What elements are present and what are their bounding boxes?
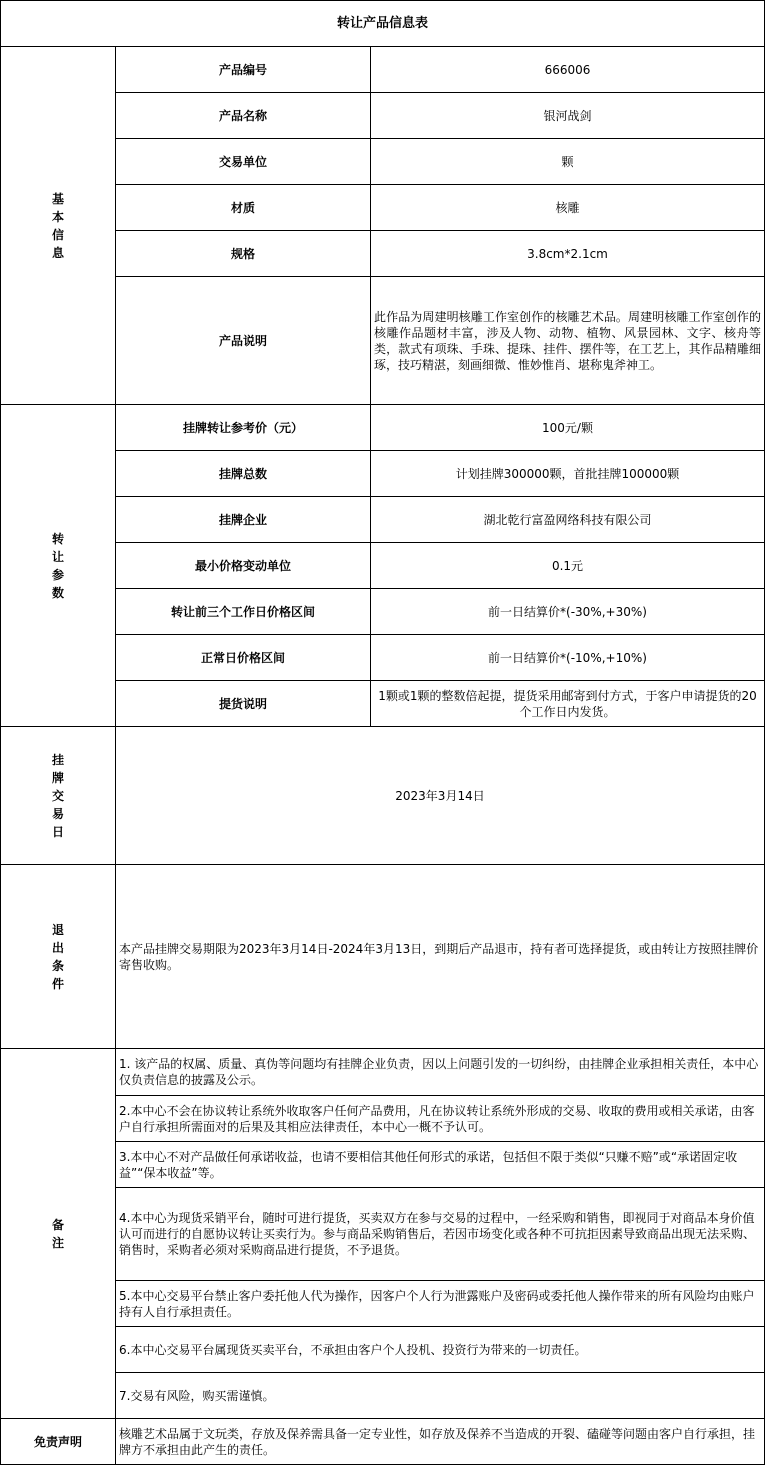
value-spec: 3.8cm*2.1cm	[371, 231, 765, 277]
value-delivery-note: 1颗或1颗的整数倍起提，提货采用邮寄到付方式，于客户申请提货的20个工作日内发货。	[371, 681, 765, 727]
label-trade-unit: 交易单位	[116, 139, 371, 185]
value-description: 此作品为周建明核雕工作室创作的核雕艺术品。周建明核雕工作室创作的核雕作品题材丰富，涉及人物、动物、植物、风景园林、文字、核舟等类，款式有项珠、手珠、提珠、挂件、摆件等，在工艺上，其作品精雕细琢，技巧精湛，刻画细微、惟妙惟肖、堪称鬼斧神工。	[371, 277, 765, 405]
value-exit-conditions: 本产品挂牌交易期限为2023年3月14日-2024年3月13日，到期后产品退市，持有者可选择提货，或由转让方按照挂牌价寄售收购。	[116, 865, 765, 1049]
note-item: 6.本中心交易平台属现货买卖平台，不承担由客户个人投机、投资行为带来的一切责任。	[116, 1327, 765, 1373]
label-description: 产品说明	[116, 277, 371, 405]
section-label: 退出条件	[51, 922, 64, 991]
note-item: 5.本中心交易平台禁止客户委托他人代为操作，因客户个人行为泄露账户及密码或委托他人操作带来的所有风险均由账户持有人自行承担责任。	[116, 1281, 765, 1327]
label-product-code: 产品编号	[116, 47, 371, 93]
section-exit-conditions	[1, 865, 116, 1049]
note-item: 1. 该产品的权属、质量、真伪等问题均有挂牌企业负责，因以上问题引发的一切纠纷，由挂牌企业承担相关责任，本中心仅负责信息的披露及公示。	[116, 1049, 765, 1096]
value-reference-price: 100元/颗	[371, 405, 765, 451]
label-listing-total: 挂牌总数	[116, 451, 371, 497]
section-basic-info	[1, 47, 116, 405]
table-title: 转让产品信息表	[1, 1, 765, 47]
value-listing-date: 2023年3月14日	[116, 727, 765, 865]
note-item: 7.交易有风险，购买需谨慎。	[116, 1373, 765, 1419]
value-normal-day-range: 前一日结算价*(-10%,+10%)	[371, 635, 765, 681]
value-first-days-range: 前一日结算价*(-30%,+30%)	[371, 589, 765, 635]
value-trade-unit: 颗	[371, 139, 765, 185]
label-min-price-tick: 最小价格变动单位	[116, 543, 371, 589]
value-disclaimer: 核雕艺术品属于文玩类，存放及保养需具备一定专业性，如存放及保养不当造成的开裂、磕碰等问题由客户自行承担，挂牌方不承担由此产生的责任。	[116, 1419, 765, 1465]
label-listing-company: 挂牌企业	[116, 497, 371, 543]
section-disclaimer: 免责声明	[1, 1419, 116, 1465]
section-label: 备注	[51, 1217, 64, 1250]
section-label: 基本信息	[51, 191, 64, 260]
section-notes	[1, 1049, 116, 1419]
section-label: 转让参数	[51, 531, 64, 600]
section-label: 挂牌交易日	[51, 752, 64, 839]
value-min-price-tick: 0.1元	[371, 543, 765, 589]
label-spec: 规格	[116, 231, 371, 277]
section-transfer-params	[1, 405, 116, 727]
value-listing-company: 湖北乾行富盈网络科技有限公司	[371, 497, 765, 543]
note-item: 2.本中心不会在协议转让系统外收取客户任何产品费用，凡在协议转让系统外形成的交易、收取的费用或相关承诺，由客户自行承担所需面对的后果及其相应法律责任，本中心一概不予认可。	[116, 1096, 765, 1142]
value-product-code: 666006	[371, 47, 765, 93]
value-product-name: 银河战剑	[371, 93, 765, 139]
label-product-name: 产品名称	[116, 93, 371, 139]
label-normal-day-range: 正常日价格区间	[116, 635, 371, 681]
label-reference-price: 挂牌转让参考价（元）	[116, 405, 371, 451]
section-listing-date	[1, 727, 116, 865]
value-listing-total: 计划挂牌300000颗，首批挂牌100000颗	[371, 451, 765, 497]
label-material: 材质	[116, 185, 371, 231]
label-first-days-range: 转让前三个工作日价格区间	[116, 589, 371, 635]
note-item: 3.本中心不对产品做任何承诺收益，也请不要相信其他任何形式的承诺，包括但不限于类似“只赚不赔”或“承诺固定收益”“保本收益”等。	[116, 1142, 765, 1188]
label-delivery-note: 提货说明	[116, 681, 371, 727]
note-item: 4.本中心为现货采销平台，随时可进行提货，买卖双方在参与交易的过程中，一经采购和销售，即视同于对商品本身价值认可而进行的自愿协议转让买卖行为。参与商品采购销售后，若因市场变化或各种不可抗拒因素导致商品出现无法采购、销售时，采购者必须对采购商品进行提货，不予退货。	[116, 1188, 765, 1281]
value-material: 核雕	[371, 185, 765, 231]
